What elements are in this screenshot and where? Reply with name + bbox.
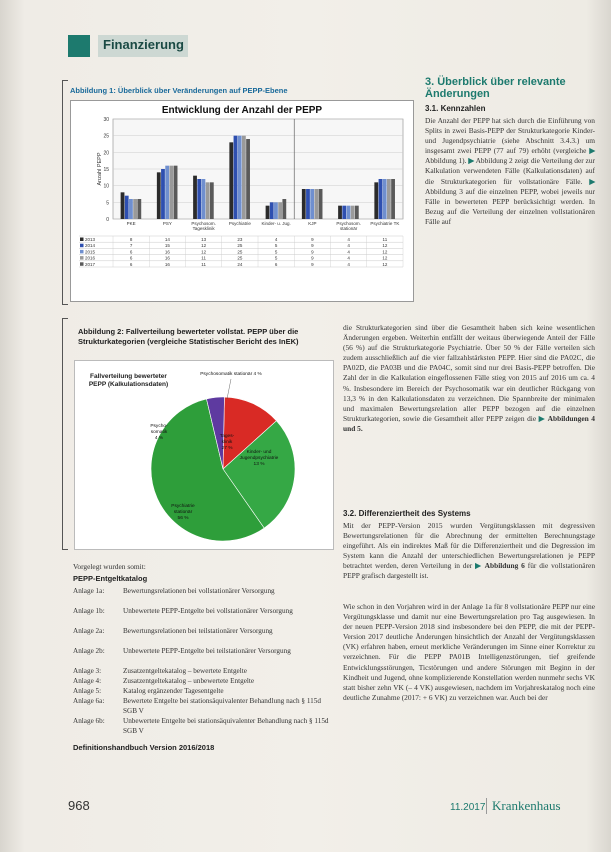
bar	[133, 199, 137, 219]
annex-key: Anlage 1b:	[73, 607, 105, 615]
table-value: 15	[164, 243, 170, 249]
pie-label: 13 %	[253, 462, 265, 467]
figure2-caption: Abbildung 2: Fallverteilung bewerteter vollstat. PEPP über die Strukturkategorien (vergleiche Statistischer Bericht des InEK)	[78, 327, 299, 346]
section-marker	[68, 35, 90, 57]
table-value: 12	[382, 249, 388, 255]
table-value: 11	[382, 237, 388, 242]
table-value: 11	[201, 261, 206, 267]
legend-swatch	[80, 244, 84, 248]
bar	[206, 182, 210, 219]
table-value: 14	[164, 237, 170, 242]
table-value: 6	[129, 249, 133, 255]
bar	[314, 189, 318, 219]
table-value: 9	[311, 243, 314, 249]
x-tick-label: Tagesklinik	[192, 226, 215, 231]
bar	[383, 179, 387, 219]
bar	[282, 199, 286, 219]
annex-item	[73, 716, 338, 736]
pie-label: 56 %	[177, 516, 189, 521]
subheading-kennzahlen: 3.1. Kennzahlen	[425, 104, 486, 113]
bar	[274, 202, 278, 219]
footer-divider	[486, 798, 487, 814]
table-value: 16	[164, 261, 170, 267]
bar	[174, 166, 178, 219]
legend-swatch	[80, 256, 84, 260]
legend-label: 2015	[85, 249, 96, 255]
legend-swatch	[80, 262, 84, 266]
bar	[355, 206, 359, 219]
paragraph-differenziertheit	[343, 521, 595, 582]
table-value: 12	[382, 255, 388, 261]
catalog-title: PEPP-Entgeltkatalog	[73, 574, 148, 583]
legend-label: 2017	[85, 261, 96, 267]
arrow-icon: ▶	[538, 413, 546, 423]
annex-key: Anlage 3:	[73, 667, 102, 675]
table-value: 9	[311, 249, 314, 255]
annex-item	[73, 606, 338, 616]
table-value: 25	[237, 249, 243, 255]
table-value: 5	[274, 243, 278, 249]
arrow-icon: ▶	[589, 146, 595, 156]
arrow-icon: ▶	[589, 176, 595, 186]
table-value: 23	[237, 237, 243, 242]
arrow-icon: ▶	[468, 156, 475, 166]
bar	[137, 199, 141, 219]
ref-figure6[interactable]: Abbildung 6	[484, 561, 525, 571]
bar	[347, 206, 351, 219]
bar	[169, 166, 173, 219]
table-value: 6	[129, 255, 133, 261]
bar	[302, 189, 306, 219]
annex-value: Unbewertete PEPP-Entgelte bei vollstationärer Versorgung	[123, 607, 293, 615]
bar	[238, 136, 242, 219]
figure2-bracket	[62, 318, 68, 550]
legend-swatch	[80, 250, 84, 254]
pie-label: Tages-	[219, 434, 235, 439]
x-tick-label: PKE	[126, 221, 136, 226]
text-p1a: Die Anzahl der PEPP hat sich durch die Einführung von Splits in zwei Basis-PEPP der Strukturkategorie Kinder- und Jugendpsychiatrie (siehe Abschnitt 3.4.3.) um insgesamt zwei PEPP (77 auf 79) erhöht (vergleiche	[425, 116, 595, 156]
annex-item	[73, 586, 338, 596]
pie-label: Kinder- und	[246, 450, 272, 455]
pie-label: klinik	[221, 440, 233, 445]
x-tick-label: PSY	[162, 221, 172, 226]
bar	[319, 189, 323, 219]
subheading-differenziertheit: 3.2. Differenziertheit des Systems	[343, 509, 471, 518]
annex-value: Bewertungsrelationen bei vollstationärer Versorgung	[123, 587, 275, 595]
text-p3b: für die vollstationären PEPP grafisch dargestellt ist.	[343, 561, 596, 581]
table-value: 25	[237, 243, 243, 249]
handbook-title: Definitionshandbuch Version 2016/2018	[73, 743, 215, 752]
bar	[246, 139, 250, 219]
table-value: 5	[274, 249, 278, 255]
figure2-chart	[74, 360, 334, 550]
bar	[210, 182, 214, 219]
table-value: 12	[382, 261, 388, 267]
section-heading: 3. Überblick über relevante Änderungen	[425, 76, 566, 100]
bar	[270, 202, 274, 219]
annex-value: Bewertete Entgelte bei stationsäquivalenter Behandlung nach § 115d SGB V	[123, 697, 321, 715]
annex-item	[73, 696, 338, 716]
annex-value: Zusatzentgeltekatalog – bewertete Entgelte	[123, 667, 247, 675]
pie-legend-label: Fallverteilung bewerteter PEPP (Kalkulationsdaten)	[88, 373, 169, 388]
x-tick-label: Psychiatrie TK	[370, 221, 400, 226]
legend-label: 2013	[85, 237, 96, 242]
ref-figure1[interactable]: Abbildung 1).	[425, 156, 467, 166]
bar	[197, 179, 201, 219]
data-table	[79, 236, 403, 267]
table-value: 4	[347, 249, 350, 255]
page-number: 968	[68, 798, 90, 813]
y-tick-label: 5	[106, 200, 109, 207]
bar	[193, 176, 197, 219]
bar	[391, 179, 395, 219]
y-tick-label: 30	[103, 117, 109, 123]
bar	[125, 196, 129, 219]
annex-key: Anlage 6a:	[73, 697, 105, 705]
table-value: 7	[129, 243, 133, 249]
bar	[161, 169, 165, 219]
pie-chart-svg	[75, 361, 333, 549]
legend-swatch	[80, 238, 84, 242]
bar	[121, 192, 125, 219]
table-value: 11	[201, 255, 206, 261]
pie-label: Psychiatrie	[171, 504, 195, 509]
table-value: 16	[164, 255, 170, 261]
y-axis-label: Anzahl PEPP	[97, 152, 103, 186]
pie-label: somatik	[150, 430, 168, 435]
ref-figure3[interactable]: Abbildung 3 auf die einzelnen PEPP, wobei jeweils nur Fälle in bewerteten PEPP berücksichtigt werden. In Bezug auf die Verteilung der einzelnen vollstationären Fälle auf	[425, 186, 595, 226]
pie-leader-line	[227, 379, 231, 399]
text-p3: Mit der PEPP-Version 2015 wurden Vergütungsklassen mit degressiven Bewertungsrelationen für die Abrechnung der ermittelten Berechnungstage eingeführt. Als ein indirektes Maß für die Differenziertheit und die Degression im System kann die Anzahl der unterschiedlichen Bewertungsrelationen je PEPP betrachtet werden, deren Verteilung in der	[343, 521, 595, 571]
bar	[310, 189, 314, 219]
table-value: 6	[129, 261, 133, 267]
y-tick-label: 25	[103, 133, 109, 140]
bar	[278, 202, 282, 219]
section-title: Finanzierung	[103, 37, 184, 52]
paragraph-verguetungsklassen: Wie schon in den Vorjahren wird in der Anlage 1a für 8 vollstationäre PEPP nur eine Vergütungsklasse und damit nur eine Bewertungsrelation pro Tag ausgewiesen. In der neuen PEPP-Version 2018 sind insbesondere bei den PEPP, die mit der PEPP-Version 2017 deutliche Änderungen hinsichtlich der Anzahl der Vergütungsklassen (VK) erfahren haben, erneut merkliche Veränderungen im Sinne einer Korrektur zu verzeichnen. Für die PEPP PA01B Intelligenzstörungen, tief greifende Entwicklungsstörungen, Ticstörungen und andere Störungen mit Beginn in der Kindheit und Jugend, ohne komplizierende Konstellation werden nunmehr sechs VK statt bisher zehn VK (– 4 VK) ausgewiesen, nachdem im Vorjahreskatalog noch eine deutliche Zunahme (2017: + 6 VK) zu verzeichnen war. Auch bei der	[343, 602, 595, 702]
table-value: 4	[347, 243, 350, 249]
annex-key: Anlage 4:	[73, 677, 102, 685]
annex-key: Anlage 2a:	[73, 627, 105, 635]
pie-label: Jugendpsychiatrie	[239, 456, 279, 461]
bar	[379, 179, 383, 219]
table-value: 25	[237, 255, 243, 261]
pie-label: Psycho-	[150, 424, 168, 429]
x-tick-label: KJP	[308, 221, 317, 226]
bar	[129, 199, 133, 219]
table-value: 4	[347, 255, 350, 261]
x-tick-label: Psychiatrie	[228, 221, 251, 226]
bar	[387, 179, 391, 219]
table-value: 8	[129, 237, 133, 242]
annex-value: Unbewertete PEPP-Entgelte bei teilstationärer Versorgung	[123, 647, 291, 655]
bar	[338, 206, 342, 219]
x-tick-label: Psychosom.	[336, 221, 361, 226]
y-tick-label: 20	[103, 150, 109, 157]
paragraph-distribution	[343, 323, 595, 434]
table-value: 9	[311, 261, 314, 267]
bar	[266, 206, 270, 219]
figure1-chart	[70, 100, 414, 302]
issue-date: 11.2017	[450, 802, 486, 813]
y-tick-label: 0	[106, 217, 109, 223]
bar	[229, 142, 233, 219]
paragraph-kennzahlen	[425, 116, 595, 227]
legend-label: 2016	[85, 255, 96, 261]
arrow-icon: ▶	[475, 561, 482, 571]
ref-figures-4-5[interactable]: Abbildungen 4 und 5.	[343, 413, 595, 433]
bar	[234, 136, 238, 219]
table-value: 12	[382, 243, 388, 249]
figure1-bracket	[62, 80, 68, 305]
pie-label: stationär	[173, 510, 193, 515]
table-value: 12	[201, 249, 207, 255]
legend-label: 2014	[85, 243, 96, 249]
x-tick-label: Kinder- u. Jug.	[261, 221, 291, 226]
annex-key: Anlage 1a:	[73, 587, 105, 595]
journal-logo: Krankenhaus	[492, 798, 561, 813]
text-p2: die Strukturkategorien sind über die Gesamtheit haben sich keine wesentlichen Änderungen ergeben. Weiterhin entfällt der weitaus überwiegende Anteil der Fälle (56 %) auf die Strukturkategorie Psychiatrie. Über 50 % der Fälle verteilen sich zudem ausschließlich auf die vier fallzahlstärksten PEPP. Hier sind die PA02C, die PA02D, die PA03B und die PA04C, somit sind nur drei Basis-PEPP betroffen. Die Zahl der in die Kalkulation eingeflossenen Fälle stieg von 2015 auf 2016 um ca. 4 %. Insbesondere im Bereich der Psychosomatik war ein deutlicher Rückgang von 13,3 % in den Kalkulationsdaten zu verzeichnen. Die Spannbreite der minimalen und maximalen Bewertungsrelation aller PEPP bezogen auf die einzelnen Strukturkategorien, sowie die Gesamtheit aller PEPP zeigen die	[343, 323, 595, 423]
table-value: 4	[347, 261, 350, 267]
table-value: 16	[164, 249, 170, 255]
table-value: 4	[274, 237, 278, 242]
annex-item	[73, 626, 338, 636]
annex-value: Bewertungsrelationen bei teilstationärer Versorgung	[123, 627, 273, 635]
x-tick-label: stationär	[339, 226, 358, 231]
bar	[351, 206, 355, 219]
figure1-caption: Abbildung 1: Überblick über Veränderungen auf PEPP-Ebene	[70, 86, 288, 95]
bar-chart-svg	[71, 101, 413, 301]
ref-figure2[interactable]: Abbildung 2 zeigt die Verteilung der zur Kalkulation verwendeten Fälle (Kalkulationsdaten) auf die Strukturkategorien für vollstationäre Fälle.	[425, 156, 595, 186]
bar	[306, 189, 310, 219]
y-tick-label: 15	[103, 167, 109, 173]
pie-label: 4 %	[154, 436, 164, 441]
table-value: 5	[274, 255, 278, 261]
bar	[157, 172, 161, 219]
annex-key: Anlage 2b:	[73, 647, 105, 655]
intro-text: Vorgelegt wurden somit:	[73, 562, 146, 571]
table-value: 24	[237, 261, 243, 267]
table-value: 13	[201, 237, 207, 242]
table-value: 4	[347, 237, 350, 242]
pie-top-label: Psychosomatik stationär 4 %	[200, 372, 262, 377]
bar	[202, 179, 206, 219]
annex-key: Anlage 6b:	[73, 717, 105, 725]
bar	[342, 206, 346, 219]
annex-key: Anlage 5:	[73, 687, 102, 695]
table-value: 9	[311, 255, 314, 261]
y-tick-label: 10	[103, 183, 109, 190]
bar	[374, 182, 378, 219]
chart-title: Entwicklung der Anzahl der PEPP	[161, 105, 323, 116]
x-tick-label: Psychosom.	[191, 221, 216, 226]
annex-value: Unbewertete Entgelte bei stationsäquivalenter Behandlung nach § 115d SGB V	[123, 717, 329, 735]
annex-item	[73, 676, 338, 686]
bar	[242, 136, 246, 219]
annex-value: Zusatzentgeltekatalog – unbewertete Entgelte	[123, 677, 255, 685]
pie-label: 27 %	[221, 446, 233, 451]
annex-item	[73, 666, 338, 676]
annex-item	[73, 646, 338, 656]
table-value: 12	[201, 243, 207, 249]
bar	[165, 166, 169, 219]
annex-value: Katalog ergänzender Tagesentgelte	[123, 687, 224, 695]
table-value: 9	[311, 237, 314, 242]
annex-item	[73, 686, 338, 696]
table-value: 6	[274, 261, 278, 267]
